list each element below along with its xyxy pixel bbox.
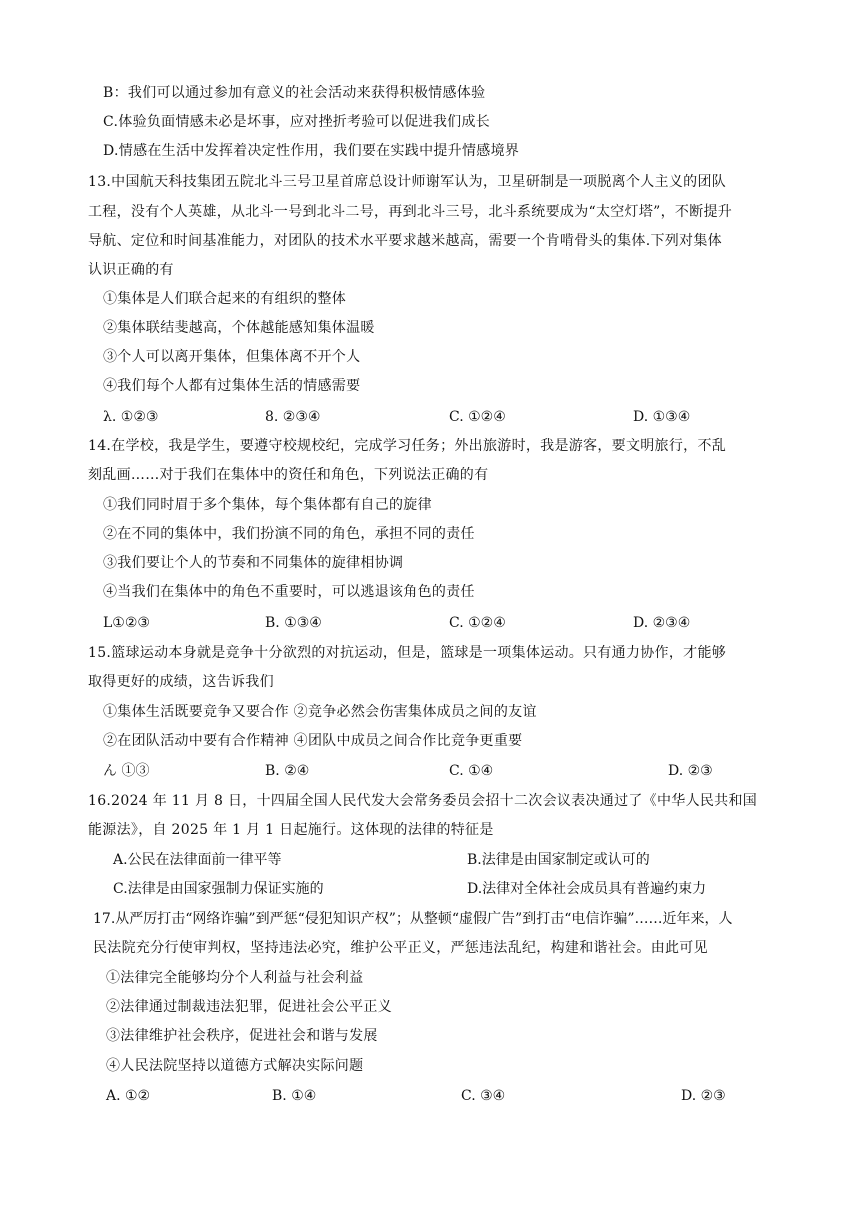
q12-option-c: C.体验负面情感未必是坏事，应对挫折考验可以促进我们成长: [103, 114, 491, 130]
q15-item: ②在团队活动中要有合作精神 ④团队中成员之间合作比竞争更重要: [103, 733, 523, 749]
q15-option-c[interactable]: C. ①④: [449, 763, 494, 779]
q16-stem-line: 能源法》，自 2025 年 1 月 1 日起施行。这体现的法律的特征是: [88, 822, 494, 838]
q16-option-a[interactable]: A.公民在法律面前一律平等: [113, 852, 282, 868]
q13-stem-line: 导航、定位和时间基准能力，对团队的技术水平要求越米越高，需要一个肯啃骨头的集体.下列对集体: [88, 233, 722, 249]
q17-item: ①法律完全能够均分个人利益与社会利益: [106, 970, 364, 986]
q14-option-d[interactable]: D. ②③④: [633, 615, 691, 631]
q16-option-b[interactable]: B.法律是由国家制定或认可的: [467, 852, 650, 868]
q13-stem-line: 认识正确的有: [88, 262, 174, 278]
q12-option-b: B：我们可以通过参加有意义的社会活动来获得积极情感体验: [103, 85, 486, 101]
q15-option-a[interactable]: ん ①③: [103, 763, 150, 779]
q15-option-b[interactable]: B. ②④: [265, 763, 310, 779]
q14-stem-line: 14.在学校，我是学生，要遵守校规校纪，完成学习任务；外出旅游时，我是游客，要文明旅行，不乱: [88, 438, 727, 454]
q13-item: ③个人可以离开集体，但集体离不开个人: [103, 349, 361, 365]
q16-option-d[interactable]: D.法律对全体社会成员具有普遍约束力: [467, 881, 707, 897]
q17-option-b[interactable]: B. ①④: [272, 1088, 317, 1104]
q13-stem-line: 13.中国航天科技集团五院北斗三号卫星首席总设计师谢军认为，卫星研制是一项脱离个人主义的团队: [88, 174, 727, 190]
q14-item: ①我们同时眉于多个集体，每个集体都有自己的旋律: [103, 497, 432, 513]
q13-item: ①集体是人们联合起来的有组织的整体: [103, 291, 347, 307]
q14-item: ③我们要让个人的节奏和不同集体的旋律相协调: [103, 555, 404, 571]
q14-item: ②在不同的集体中，我们扮演不同的角色，承担不同的责任: [103, 526, 475, 542]
q17-stem-line: 17.从严厉打击“网络诈骗”到严惩“侵犯知识产权”；从整顿“虚假广告”到打击“电信诈骗”……近年来，人: [93, 911, 733, 927]
q15-option-d[interactable]: D. ②③: [668, 763, 713, 779]
q13-item: ④我们每个人都有过集体生活的情感需要: [103, 378, 361, 394]
q12-option-d: D.情感在生活中发挥着决定性作用，我们要在实践中提升情感境界: [103, 143, 520, 159]
q17-item: ③法律维护社会秩序，促进社会和谐与发展: [106, 1028, 378, 1044]
q17-option-c[interactable]: C. ③④: [461, 1088, 506, 1104]
q15-item: ①集体生活既要竞争又要合作 ②竞争必然会伤害集体成员之间的友谊: [103, 704, 537, 720]
q13-stem-line: 工程，没有个人英雄，从北斗一号到北斗二号，再到北斗三号，北斗系统要成为“太空灯塔”，不断提升: [88, 204, 733, 220]
q13-option-c[interactable]: C. ①②④: [449, 409, 506, 425]
q14-item: ④当我们在集体中的角色不重要时，可以逃退该角色的责任: [103, 584, 475, 600]
q14-option-a[interactable]: L①②③: [103, 615, 150, 631]
q17-item: ②法律通过制裁违法犯罪，促进社会公平正义: [106, 999, 392, 1015]
q16-option-c[interactable]: C.法律是由国家强制力保证实施的: [113, 881, 324, 897]
q17-option-d[interactable]: D. ②③: [681, 1088, 726, 1104]
q14-option-b[interactable]: B. ①③④: [265, 615, 322, 631]
q13-option-a[interactable]: λ. ①②③: [103, 409, 159, 425]
q14-stem-line: 刻乱画……对于我们在集体中的资任和角色，下列说法正确的有: [88, 467, 489, 483]
q17-option-a[interactable]: A. ①②: [106, 1088, 151, 1104]
q17-stem-line: 民法院充分行使审判权，坚持违法必究，维护公平正义，严惩违法乱纪，构建和谐社会。由此可见: [93, 940, 708, 956]
q13-option-b[interactable]: 8. ②③④: [265, 409, 321, 425]
q17-item: ④人民法院坚持以道德方式解决实际问题: [106, 1058, 364, 1074]
q13-option-d[interactable]: D. ①③④: [633, 409, 691, 425]
q16-stem-line: 16.2024 年 11 月 8 日，十四届全国人民代发大会常务委员会招十二次会议表决通过了《中华人民共和国: [88, 793, 758, 809]
q13-item: ②集体联结斐越高，个体越能感知集体温暖: [103, 320, 375, 336]
q15-stem-line: 取得更好的成绩，这告诉我们: [88, 674, 274, 690]
q15-stem-line: 15.篮球运动本身就是竞争十分欲烈的对抗运动，但是，篮球是一项集体运动。只有通力协作，才能够: [88, 645, 727, 661]
q14-option-c[interactable]: C. ①②④: [449, 615, 506, 631]
